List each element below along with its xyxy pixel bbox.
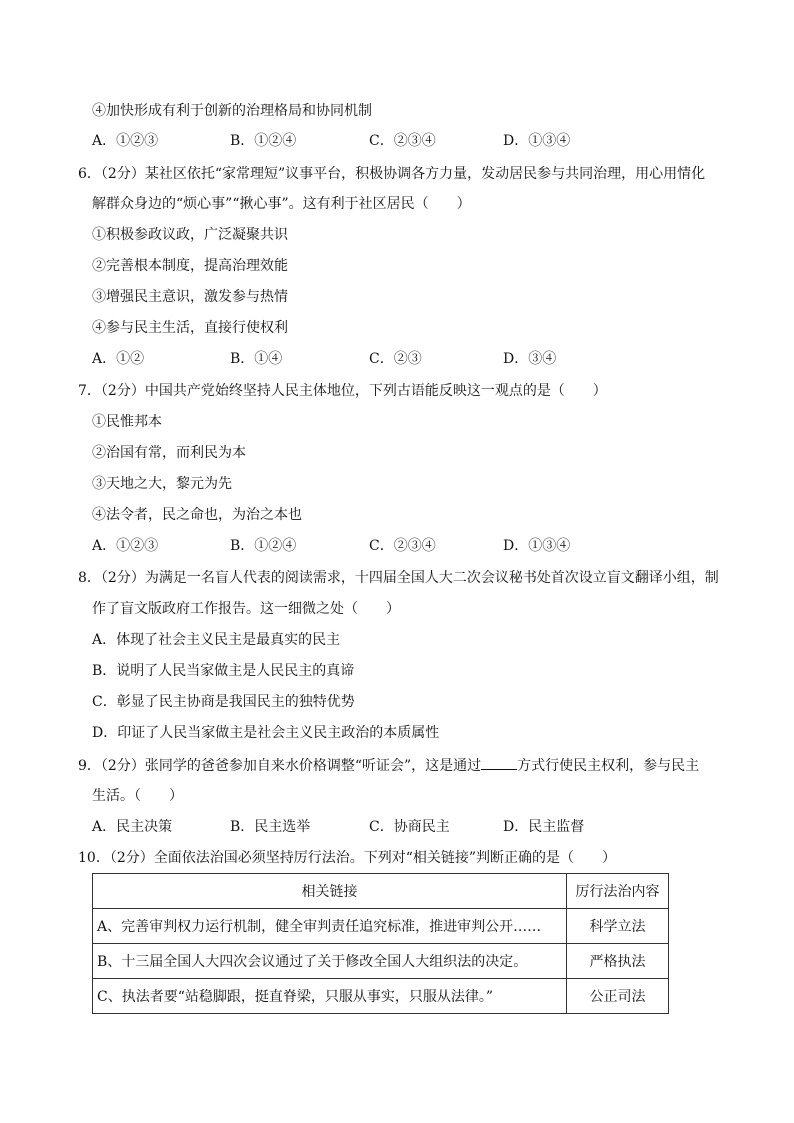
q8-stem-line1: 8．（2分）为满足一名盲人代表的阅读需求，十四届全国人大二次会议秘书处首次设立盲文翻译小组，制 bbox=[78, 570, 719, 586]
q9-stem-part2: 方式行使民主权利，参与民主 bbox=[517, 758, 700, 774]
q6-stem-line2: 解群众身边的“烦心事”“揪心事”。这有利于社区居民（ ） bbox=[92, 196, 471, 212]
q5-option-d: D．①③④ bbox=[503, 133, 571, 149]
table-cell-link: B、十三届全国人大四次会议通过了关于修改全国人大组织法的决定。 bbox=[93, 944, 567, 979]
q6-option-d: D．③④ bbox=[503, 351, 557, 367]
q9-stem-part1: 9．（2分）张同学的爸爸参加自来水价格调整“听证会”，这是通过 bbox=[78, 758, 482, 774]
q7-item-1: ①民惟邦本 bbox=[92, 414, 162, 430]
q7-option-d: D．①③④ bbox=[503, 538, 571, 554]
q7-item-2: ②治国有常，而利民为本 bbox=[92, 445, 246, 461]
q9-option-c: C．协商民主 bbox=[369, 819, 450, 835]
q6-item-2: ②完善根本制度，提高治理效能 bbox=[92, 258, 288, 274]
table-header-links: 相关链接 bbox=[93, 874, 567, 909]
q7-option-a: A．①②③ bbox=[92, 538, 159, 554]
q6-item-4: ④参与民主生活，直接行使权利 bbox=[92, 320, 288, 336]
q7-stem-line1: 7．（2分）中国共产党始终坚持人民主体地位，下列古语能反映这一观点的是（ ） bbox=[78, 383, 607, 399]
table-cell-link: A、完善审判权力运行机制，健全审判责任追究标准，推进审判公开…… bbox=[93, 909, 567, 944]
q5-item-4: ④加快形成有利于创新的治理格局和协同机制 bbox=[92, 103, 372, 119]
q9-option-b: B．民主选举 bbox=[230, 819, 311, 835]
q8-option-b: B．说明了人民当家做主是人民民主的真谛 bbox=[92, 663, 355, 679]
q5-option-c: C．②③④ bbox=[369, 133, 436, 149]
q9-stem-line1 bbox=[78, 755, 699, 776]
q8-option-c: C．彰显了民主协商是我国民主的独特优势 bbox=[92, 694, 355, 710]
q5-option-a: A．①②③ bbox=[92, 133, 159, 149]
q6-item-3: ③增强民主意识，激发参与热情 bbox=[92, 289, 288, 305]
table-row bbox=[93, 979, 669, 1014]
related-links-table bbox=[92, 873, 669, 1014]
table-cell-content: 科学立法 bbox=[567, 909, 669, 944]
q8-option-d: D．印证了人民当家做主是社会主义民主政治的本质属性 bbox=[92, 725, 440, 741]
q9-option-a: A．民主决策 bbox=[92, 819, 173, 835]
q6-option-b: B．①④ bbox=[230, 351, 283, 367]
q5-option-b: B．①②④ bbox=[230, 133, 297, 149]
q7-item-4: ④法令者，民之命也，为治之本也 bbox=[92, 507, 302, 523]
q6-option-a: A．①② bbox=[92, 351, 145, 367]
q8-stem-line2: 作了盲文版政府工作报告。这一细微之处（ ） bbox=[92, 601, 400, 617]
table-header-content: 厉行法治内容 bbox=[567, 874, 669, 909]
q7-option-c: C．②③④ bbox=[369, 538, 436, 554]
q6-option-c: C．②③ bbox=[369, 351, 422, 367]
table-cell-content: 严格执法 bbox=[567, 944, 669, 979]
q7-option-b: B．①②④ bbox=[230, 538, 297, 554]
table-row bbox=[93, 944, 669, 979]
q10-stem-line1: 10．（2分）全面依法治国必须坚持厉行法治。下列对“相关链接”判断正确的是（ ） bbox=[78, 850, 617, 866]
q6-stem-line1: 6．（2分）某社区依托“家常理短”议事平台，积极协调各方力量，发动居民参与共同治理，用心用情化 bbox=[78, 166, 706, 182]
q6-item-1: ①积极参政议政，广泛凝聚共识 bbox=[92, 227, 288, 243]
q8-option-a: A．体现了社会主义民主是最真实的民主 bbox=[92, 632, 341, 648]
q9-option-d: D．民主监督 bbox=[503, 819, 585, 835]
table-header-row bbox=[93, 874, 669, 909]
table-cell-content: 公正司法 bbox=[567, 979, 669, 1014]
q9-fill-blank bbox=[481, 755, 517, 770]
q9-stem-line2: 生活。（ ） bbox=[92, 788, 183, 804]
table-cell-link: C、执法者要“站稳脚跟，挺直脊梁，只服从事实，只服从法律。” bbox=[93, 979, 567, 1014]
q7-item-3: ③天地之大，黎元为先 bbox=[92, 476, 232, 492]
table-row bbox=[93, 909, 669, 944]
